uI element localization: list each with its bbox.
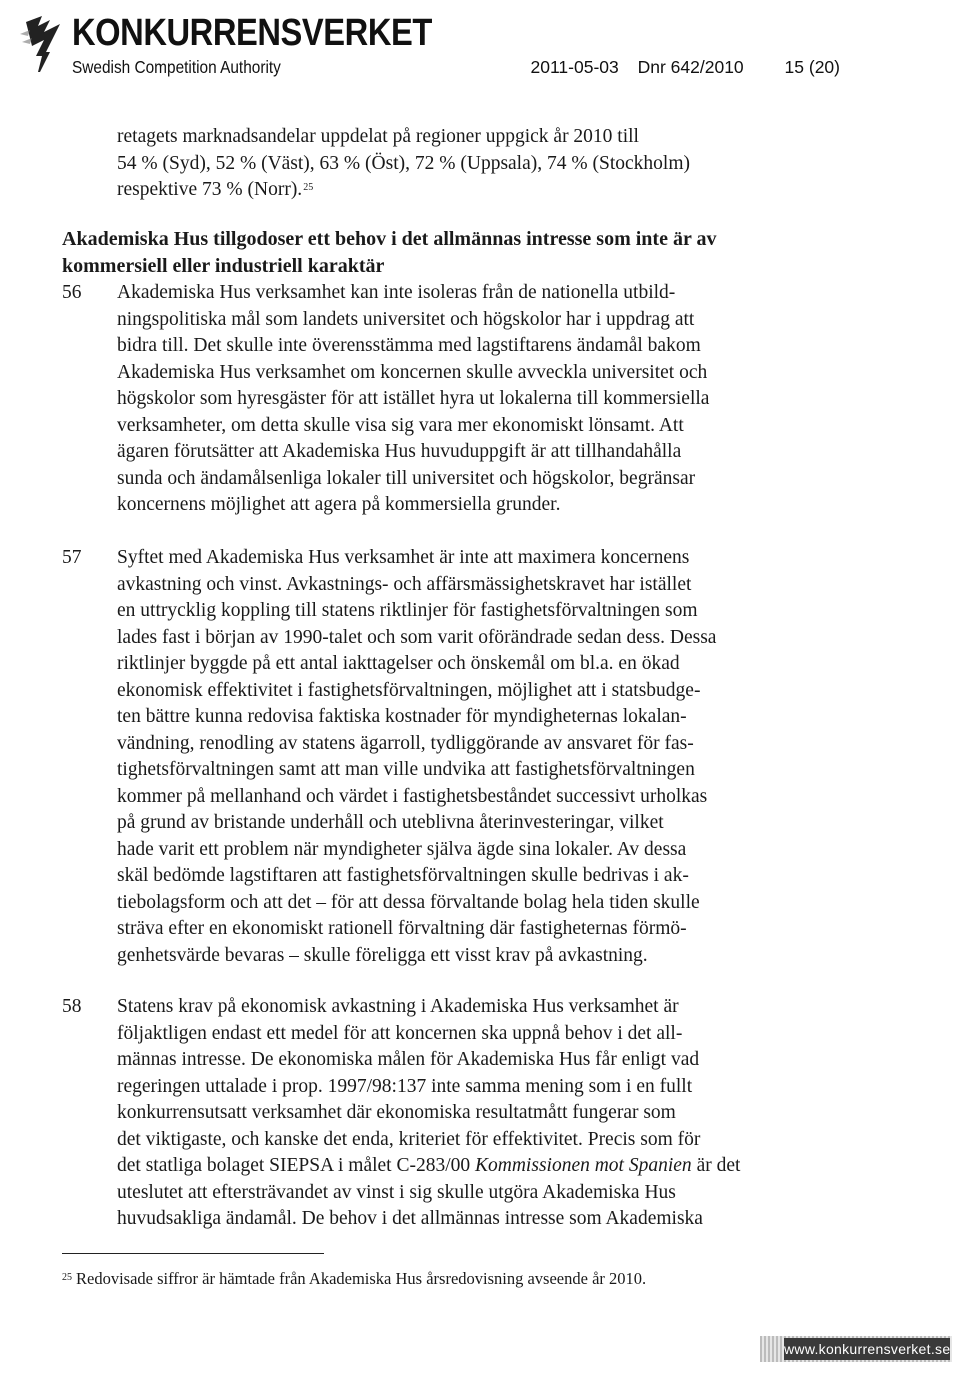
heading-line: kommersiell eller industriell karaktär [62, 255, 385, 277]
text-line: ningspolitiska mål som landets universitet och högskolor har i uppdrag att [117, 308, 695, 330]
text-line: verksamheter, om detta skulle visa sig vara mer ekonomiskt lönsamt. Att [117, 414, 684, 436]
text-line: ekonomisk effektivitet i fastighetsförvaltningen, möjlighet att i statsbudge- [117, 679, 701, 701]
text-line: regeringen uttalade i prop. 1997/98:137 inte samma mening som i en fullt [117, 1075, 693, 1097]
text-line: Akademiska Hus verksamhet kan inte isoleras från de nationella utbild- [117, 282, 676, 303]
website-badge [760, 1336, 952, 1362]
text-line: skäl bedömde lagstiftaren att fastighetsförvaltningen skulle bedrivas i ak- [117, 865, 689, 886]
organization-subtitle: Swedish Competition Authority [72, 57, 281, 77]
text-line: Statens krav på ekonomisk avkastning i Akademiska Hus verksamhet är [117, 996, 679, 1017]
paragraph-text [117, 280, 787, 519]
text-line: det viktigaste, och kanske det enda, kriteriet för effektivitet. Precis som för [117, 1128, 701, 1150]
competition-authority-logo-icon [20, 12, 72, 76]
footnote-number: 25 [62, 1272, 72, 1283]
text-line: Syftet med Akademiska Hus verksamhet är inte att maximera koncernens [117, 547, 690, 568]
heading-line: Akademiska Hus tillgodoser ett behov i det allmännas intresse som inte är av [62, 228, 717, 250]
text-line: högskolor som hyresgäster för att istället hyra ut lokalerna till kommersiella [117, 388, 710, 409]
text-line: hade varit ett problem när myndigheter själva ägde sina lokaler. Av dessa [117, 838, 687, 860]
website-link[interactable]: www.konkurrensverket.se [784, 1338, 950, 1360]
text-line: genhetsvärde bevaras – skulle föreligga ett visst krav på avkastning. [117, 944, 648, 966]
document-reference: Dnr 642/2010 [637, 57, 744, 77]
text-line: vändning, renodling av statens ägarroll, tydliggörande av ansvaret för fas- [117, 732, 694, 754]
text-line: tighetsförvaltningen samt att man ville undvika att fastighetsförvaltningen [117, 759, 695, 780]
text-line: ägaren förutsätter att Akademiska Hus huvuduppgift är att tillhandahålla [117, 441, 682, 462]
text-line: avkastning och vinst. Avkastnings- och affärsmässighetskravet har istället [117, 573, 692, 595]
text-line: huvudsakliga ändamål. De behov i det allmännas intresse som Akademiska [117, 1208, 703, 1229]
footnote-text: Redovisade siffror är hämtade från Akademiska Hus årsredovisning avseende år 2010. [76, 1269, 647, 1288]
text-line: det statliga bolaget SIEPSA i målet C-283/00 Kommissionen mot Spanien är det [117, 1155, 741, 1176]
page-number: 15 (20) [784, 57, 840, 77]
text-line: respektive 73 % (Norr).$^{25}$ [117, 179, 314, 200]
paragraph-text [117, 545, 787, 969]
text-line: följaktligen endast ett medel för att koncernen ska uppnå behov i det all- [117, 1022, 683, 1044]
text-line: tiebolagsform och att det – för att dessa förvaltande bolag hela tiden skulle [117, 891, 700, 913]
text-line: lades fast i början av 1990-talet och som varit oförändrade sedan dess. Dessa [117, 626, 717, 648]
paragraph-text [117, 994, 787, 1233]
text-line: en uttrycklig koppling till statens riktlinjer för fastighetsförvaltningen som [117, 600, 698, 621]
footnote-reference[interactable]: 25 [303, 182, 314, 193]
organization-name: KONKURRENSVERKET [72, 12, 432, 54]
text-line: uteslutet att eftersträvandet av vinst i sig skulle utgöra Akademiska Hus [117, 1181, 676, 1203]
footnote-divider [62, 1253, 324, 1254]
paragraph-number: 58 [62, 996, 82, 1017]
text-line: 54 % (Syd), 52 % (Väst), 63 % (Öst), 72 % (Uppsala), 74 % (Stockholm) [117, 152, 690, 174]
footnote [62, 1268, 862, 1290]
page-header [0, 0, 960, 90]
text-line: sträva efter en ekonomiskt rationell förvaltning där fastigheternas förmö- [117, 918, 687, 939]
paragraph-number: 56 [62, 282, 82, 303]
document-meta [517, 57, 840, 78]
section-heading [62, 226, 822, 280]
continued-paragraph [117, 124, 817, 204]
text-line: sunda och ändamålsenliga lokaler till universitet och högskolor, begränsar [117, 467, 696, 489]
text-line: konkurrensutsatt verksamhet där ekonomiska resultatmått fungerar som [117, 1102, 676, 1123]
case-name: Kommissionen mot Spanien [475, 1155, 692, 1176]
document-date: 2011-05-03 [530, 57, 619, 77]
text-line: männas intresse. De ekonomiska målen för Akademiska Hus får enligt vad [117, 1049, 700, 1070]
text-line: bidra till. Det skulle inte överensstämma med lagstiftarens ändamål bakom [117, 335, 701, 356]
paragraph-number: 57 [62, 547, 82, 568]
text-line: Akademiska Hus verksamhet om koncernen skulle avveckla universitet och [117, 361, 708, 383]
text-line: ten bättre kunna redovisa faktiska kostnader för myndigheternas lokalan- [117, 706, 687, 727]
text-line: retagets marknadsandelar uppdelat på regioner uppgick år 2010 till [117, 126, 639, 147]
text-line: koncernens möjlighet att agera på kommersiella grunder. [117, 494, 561, 515]
text-line: riktlinjer byggde på ett antal iakttagelser och önskemål om bl.a. en ökad [117, 653, 680, 674]
text-line: på grund av bristande underhåll och uteblivna återinvesteringar, vilket [117, 812, 664, 833]
text-line: kommer på mellanhand och värdet i fastighetsbeståndet successivt urholkas [117, 785, 708, 807]
